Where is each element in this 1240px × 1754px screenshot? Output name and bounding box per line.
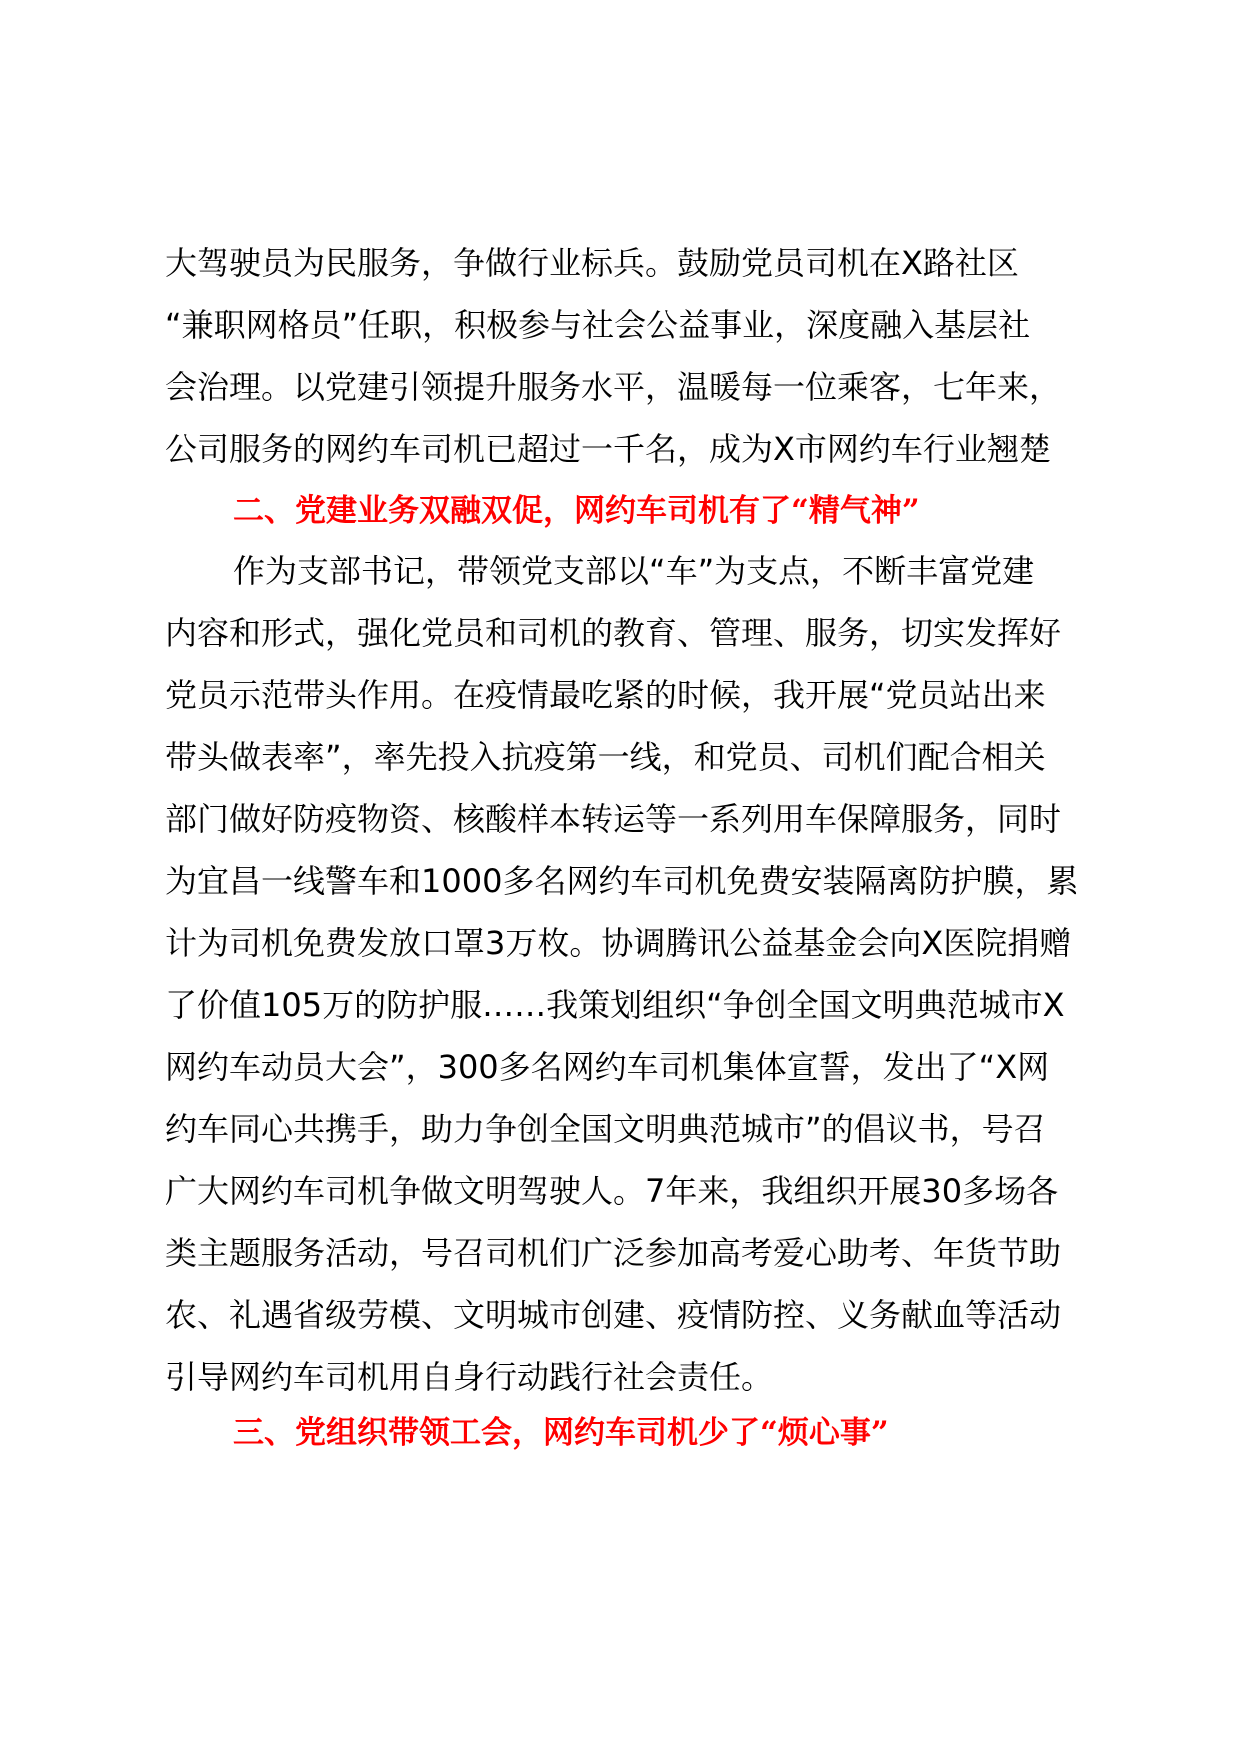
section-2-heading: 二、党建业务双融双促，网约车司机有了“精气神”	[233, 493, 920, 529]
section-3-heading-wrap	[165, 1402, 1110, 1464]
paragraph-line: 计为司机免费发放口罩3万枚。协调腾讯公益基金会向X医院捐赠	[165, 924, 1072, 962]
paragraph-line: 内容和形式，强化党员和司机的教育、管理、服务，切实发挥好	[165, 614, 1062, 652]
paragraph-line: 大驾驶员为民服务，争做行业标兵。鼓励党员司机在X路社区	[165, 244, 1019, 282]
section-2-heading-wrap	[165, 480, 1110, 542]
section-3-heading: 三、党组织带领工会，网约车司机少了“烦心事”	[233, 1415, 889, 1451]
paragraph-line: 引导网约车司机用自身行动践行社会责任。	[165, 1358, 774, 1396]
paragraph-line: 部门做好防疫物资、核酸样本转运等一系列用车保障服务，同时	[165, 800, 1062, 838]
paragraph-line: 约车同心共携手，助力争创全国文明典范城市”的倡议书，号召	[165, 1110, 1046, 1148]
paragraph-line: 类主题服务活动，号召司机们广泛参加高考爱心助考、年货节助	[165, 1234, 1062, 1272]
paragraph-line: 农、礼遇省级劳模、文明城市创建、疫情防控、义务献血等活动	[165, 1296, 1062, 1334]
paragraph-line: 公司服务的网约车司机已超过一千名，成为X市网约车行业翘楚	[165, 430, 1051, 468]
paragraph-line: 带头做表率”，率先投入抗疫第一线，和党员、司机们配合相关	[165, 738, 1046, 776]
paragraph-line: 为宜昌一线警车和1000多名网约车司机免费安装隔离防护膜，累	[165, 862, 1079, 900]
intro-paragraph	[165, 232, 1110, 480]
paragraph-line: 广大网约车司机争做文明驾驶人。7年来，我组织开展30多场各	[165, 1172, 1059, 1210]
paragraph-line: 网约车动员大会”，300多名网约车司机集体宣誓，发出了“X网	[165, 1048, 1050, 1086]
paragraph-line: 会治理。以党建引领提升服务水平，温暖每一位乘客，七年来，	[165, 368, 1062, 406]
paragraph-line: 作为支部书记，带领党支部以“车”为支点，不断丰富党建	[233, 552, 1035, 590]
paragraph-line: 了价值105万的防护服……我策划组织“争创全国文明典范城市X	[165, 986, 1065, 1024]
paragraph-line: 党员示范带头作用。在疫情最吃紧的时候，我开展“党员站出来	[165, 676, 1046, 714]
paragraph-line: “兼职网格员”任职，积极参与社会公益事业，深度融入基层社	[165, 306, 1031, 344]
section-2-paragraph	[165, 540, 1110, 1408]
